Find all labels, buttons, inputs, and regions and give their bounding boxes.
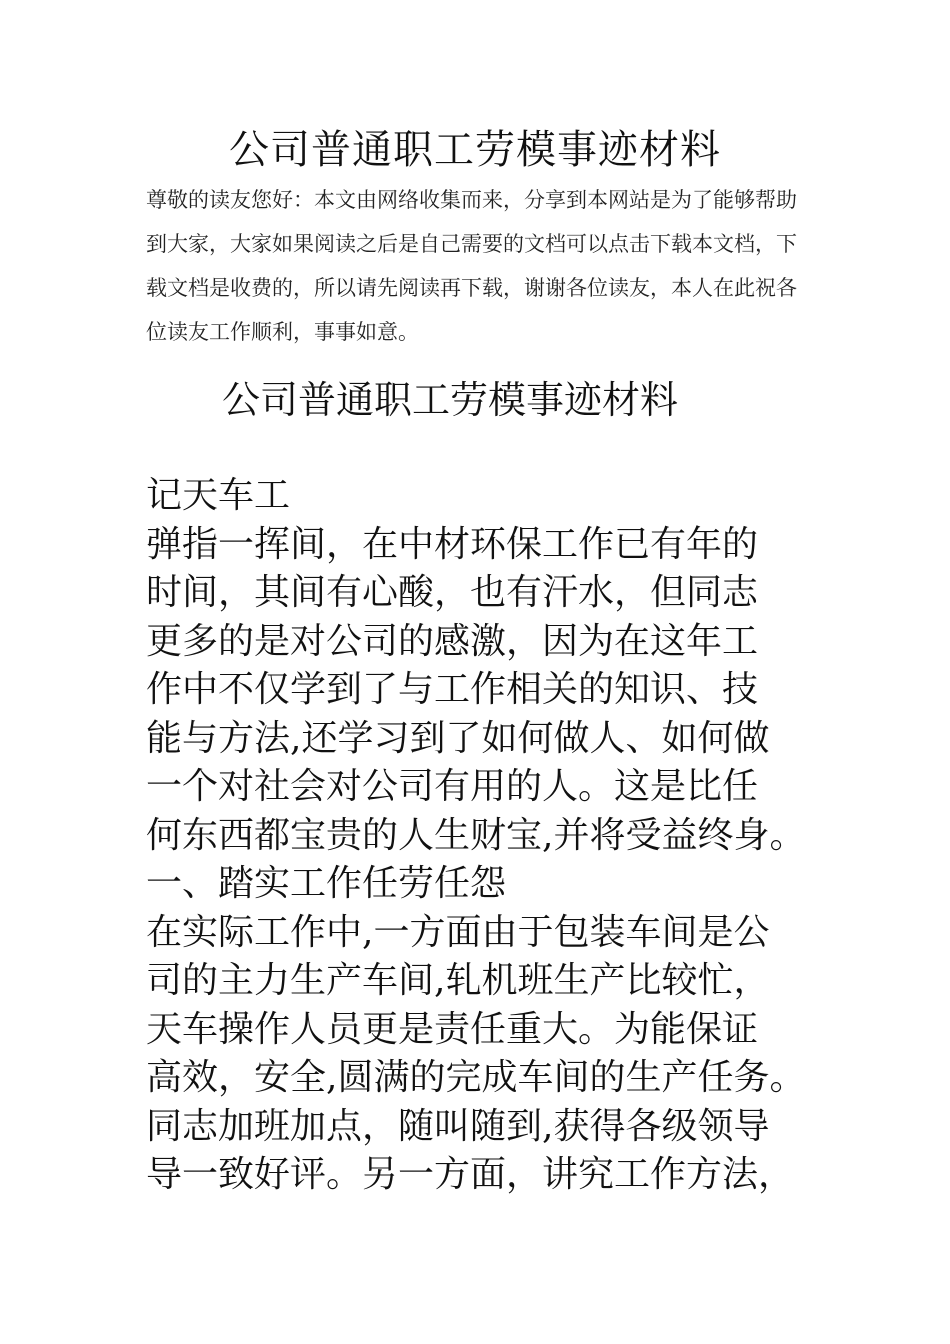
body-line: 在实际工作中,一方面由于包装车间是公 [146, 911, 770, 953]
body-line: 弹指一挥间，在中材环保工作已有年的 [146, 523, 759, 565]
body-line: 作中不仅学到了与工作相关的知识、技 [146, 669, 759, 710]
document-body [146, 472, 846, 1200]
document-title: 公司普通职工劳模事迹材料 [229, 127, 721, 173]
body-line: 导一致好评。另一方面，讲究工作方法， [146, 1154, 795, 1195]
body-line: 更多的是对公司的感激，因为在这年工 [146, 620, 759, 662]
body-line: 天车操作人员更是责任重大。为能保证 [146, 1008, 759, 1050]
document-subtitle: 公司普通职工劳模事迹材料 [221, 378, 678, 422]
body-line: 同志加班加点，随叫随到,获得各级领导 [146, 1105, 770, 1147]
body-line: 司的主力生产车间,轧机班生产比较忙， [146, 960, 770, 1001]
body-line: 高效，安全,圆满的完成车间的生产任务。 [146, 1057, 806, 1098]
section-heading: 一、踏实工作任劳任怨 [146, 863, 507, 904]
body-line: 何东西都宝贵的人生财宝,并将受益终身。 [146, 814, 806, 856]
body-line: 记天车工 [146, 475, 291, 516]
body-line: 时间，其间有心酸，也有汗水，但同志 [146, 572, 759, 613]
body-line: 能与方法,还学习到了如何做人、如何做 [146, 717, 770, 759]
body-line: 一个对社会对公司有用的人。这是比任 [146, 766, 759, 807]
reader-notice: 尊敬的读友您好：本文由网络收集而来，分享到本网站是为了能够帮助到大家，大家如果阅读之后是自己需要的文档可以点击下载本文档，下载文档是收费的，所以请先阅读再下载，谢谢各位读友，本人在此祝各位读友工作顺利，事事如意。 [146, 188, 797, 344]
